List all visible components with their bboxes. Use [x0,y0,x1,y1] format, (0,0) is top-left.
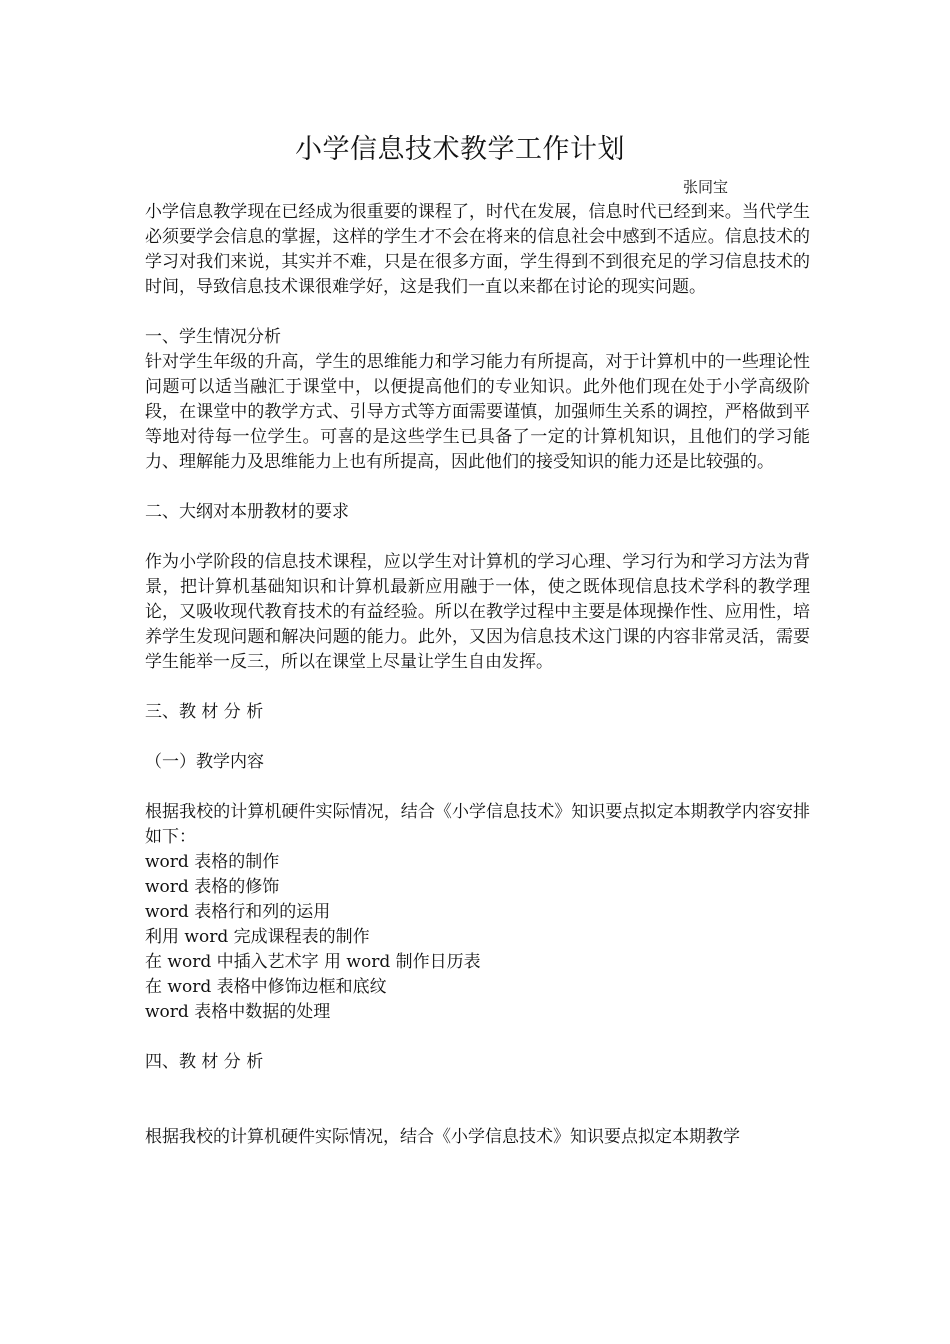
list-item: word 表格的制作 [145,852,280,872]
list-item: word 表格中数据的处理 [145,1002,331,1022]
document-title: 小学信息技术教学工作计划 [295,134,625,165]
section-3-paragraph: 根据我校的计算机硬件实际情况，结合《小学信息技术》知识要点拟定本期教学内容安排如下： [145,802,810,847]
document-body [145,200,810,1150]
section-2-paragraph: 作为小学阶段的信息技术课程，应以学生对计算机的学习心理、学习行为和学习方法为背景，把计算机基础知识和计算机最新应用融于一体，使之既体现信息技术学科的教学理论，又吸收现代教育技术的有益经验。所以在教学过程中主要是体现操作性、应用性，培养学生发现问题和解决问题的能力。此外，又因为信息技术这门课的内容非常灵活，需要学生能举一反三，所以在课堂上尽量让学生自由发挥。 [145,552,810,672]
section-1-paragraph: 针对学生年级的升高，学生的思维能力和学习能力有所提高，对于计算机中的一些理论性问题可以适当融汇于课堂中，以便提高他们的专业知识。此外他们现在处于小学高级阶段，在课堂中的教学方式、引导方式等方面需要谨慎，加强师生关系的调控，严格做到平等地对待每一位学生。可喜的是这些学生已具备了一定的计算机知识，且他们的学习能力、理解能力及思维能力上也有所提高，因此他们的接受知识的能力还是比较强的。 [145,352,810,472]
section-2-heading: 二、大纲对本册教材的要求 [145,502,349,522]
list-item: 在 word 表格中修饰边框和底纹 [145,977,387,997]
list-item: 利用 word 完成课程表的制作 [145,927,370,947]
intro-paragraph: 小学信息教学现在已经成为很重要的课程了，时代在发展，信息时代已经到来。当代学生必须要学会信息的掌握，这样的学生才不会在将来的信息社会中感到不适应。信息技术的学习对我们来说，其实并不难，只是在很多方面，学生得到不到很充足的学习信息技术的时间，导致信息技术课很难学好，这是我们一直以来都在讨论的现实问题。 [145,202,810,297]
list-item: word 表格行和列的运用 [145,902,331,922]
section-3-subheading: （一）教学内容 [145,752,264,772]
section-4-heading: 四、教 材 分 析 [145,1052,264,1072]
section-1-heading: 一、学生情况分析 [145,327,281,347]
section-4-paragraph: 根据我校的计算机硬件实际情况，结合《小学信息技术》知识要点拟定本期教学 [145,1127,740,1147]
section-3-heading: 三、教 材 分 析 [145,702,264,722]
list-item: word 表格的修饰 [145,877,280,897]
document-author: 张同宝 [683,178,729,196]
list-item: 在 word 中插入艺术字 用 word 制作日历表 [145,952,481,972]
